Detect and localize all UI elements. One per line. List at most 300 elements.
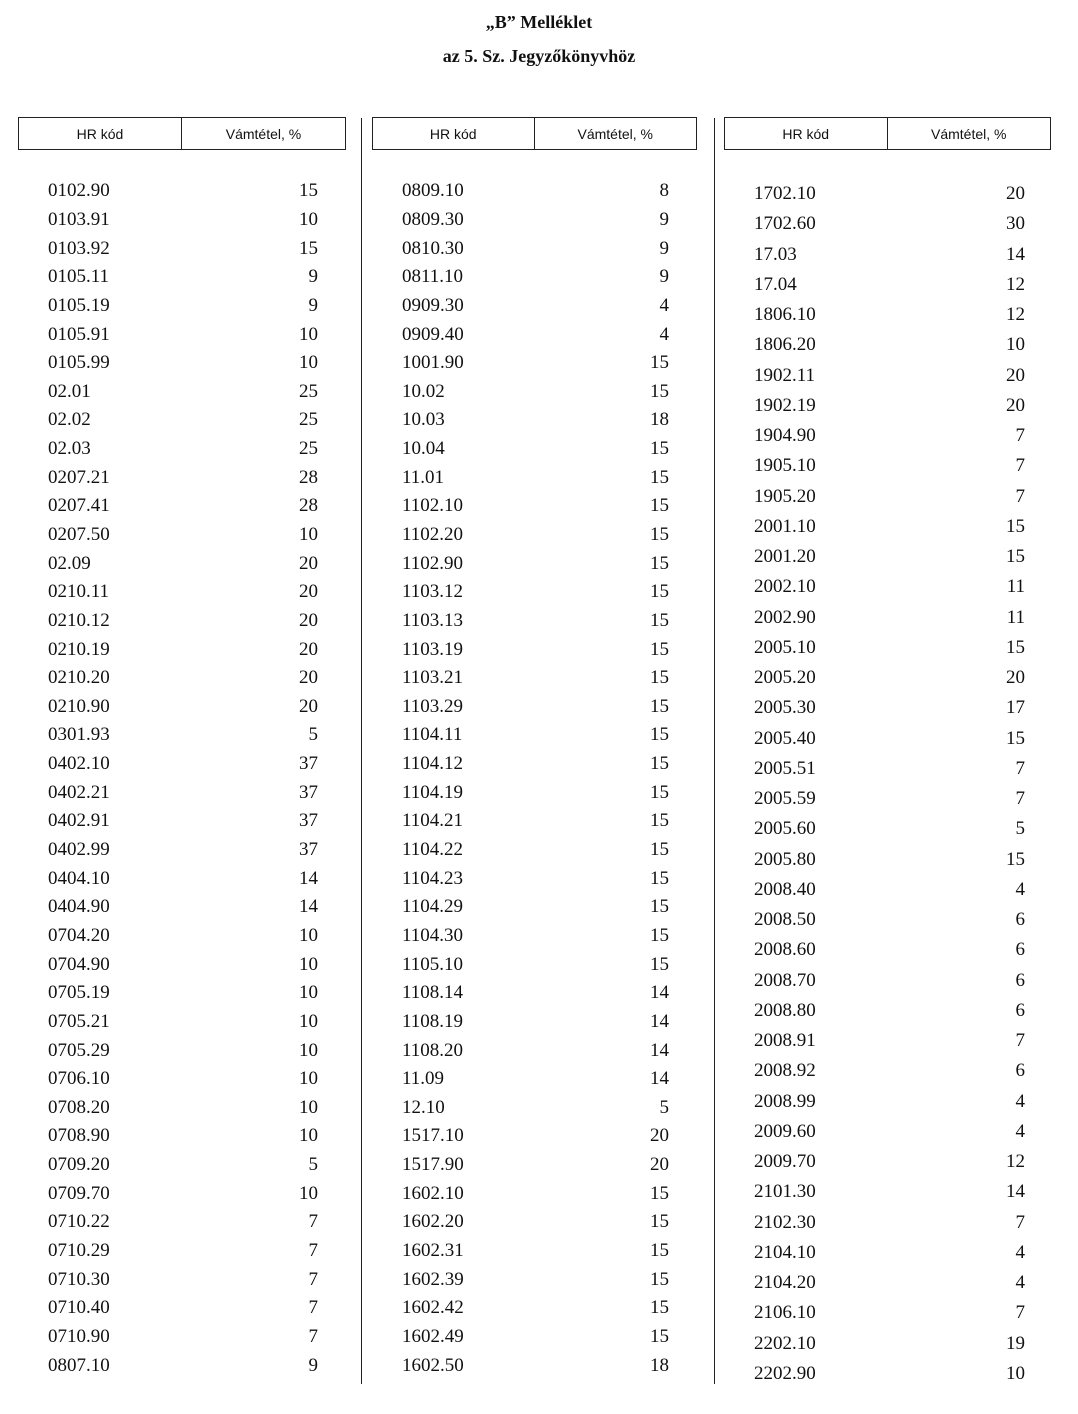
hr-code: 0301.93: [48, 724, 110, 746]
duty-rate: 9: [308, 1354, 318, 1376]
table-row: [18, 635, 346, 664]
table-row: [18, 349, 346, 378]
table-row: [724, 814, 1051, 844]
table-header: [724, 117, 1051, 150]
duty-rate: 8: [659, 180, 669, 202]
duty-rate: 20: [1006, 183, 1025, 205]
duty-rate: 15: [1006, 727, 1025, 749]
table-row: [372, 1323, 697, 1352]
table-row: [18, 463, 346, 492]
hr-code: 1104.30: [402, 924, 464, 946]
table-row: [372, 206, 697, 235]
duty-rate: 7: [1015, 1211, 1025, 1233]
hr-code: 0807.10: [48, 1354, 110, 1376]
hr-code: 0207.21: [48, 466, 110, 488]
table-row: [18, 664, 346, 693]
hr-code: 02.09: [48, 552, 91, 574]
hr-code: 0710.40: [48, 1297, 110, 1319]
table-row: [18, 1008, 346, 1037]
table-row: [372, 320, 697, 349]
hr-code: 1806.10: [754, 304, 816, 326]
hr-code: 2104.20: [754, 1272, 816, 1294]
hr-code: 1517.10: [402, 1125, 464, 1147]
hr-code: 0103.92: [48, 237, 110, 259]
duty-rate: 15: [650, 552, 669, 574]
table-row: [372, 607, 697, 636]
table-row: [18, 406, 346, 435]
table-row: [18, 721, 346, 750]
duty-rate: 15: [650, 839, 669, 861]
hr-code: 1902.11: [754, 364, 816, 386]
hr-code: 2005.10: [754, 636, 816, 658]
table-row: [372, 807, 697, 836]
duty-rate: 14: [650, 982, 669, 1004]
hr-code: 0705.19: [48, 982, 110, 1004]
duty-rate: 14: [650, 1010, 669, 1032]
table-row: [724, 1298, 1051, 1328]
duty-rate: 15: [650, 609, 669, 631]
table-row: [372, 750, 697, 779]
table-row: [724, 1359, 1051, 1389]
duty-rate: 20: [299, 552, 318, 574]
duty-rate: 7: [1015, 1030, 1025, 1052]
table-row: [372, 1122, 697, 1151]
hr-code: 0210.90: [48, 695, 110, 717]
duty-rate: 7: [308, 1325, 318, 1347]
hr-code: 0811.10: [402, 266, 464, 288]
hr-code: 2005.60: [754, 818, 816, 840]
duty-rate: 15: [650, 781, 669, 803]
table-row: [372, 721, 697, 750]
hr-code: 2002.90: [754, 606, 816, 628]
duty-rate: 28: [299, 495, 318, 517]
column-divider: [714, 118, 715, 1384]
duty-rate: 14: [650, 1039, 669, 1061]
table-row: [18, 1094, 346, 1123]
duty-rate: 25: [299, 380, 318, 402]
hr-code: 1103.29: [402, 695, 464, 717]
duty-rate: 7: [308, 1240, 318, 1262]
duty-rate: 10: [299, 1010, 318, 1032]
hr-code: 1602.20: [402, 1211, 464, 1233]
hr-code: 2202.90: [754, 1362, 816, 1384]
hr-code: 1104.21: [402, 810, 464, 832]
hr-code: 1602.49: [402, 1325, 464, 1347]
duty-rate: 15: [650, 1211, 669, 1233]
table-row: [724, 240, 1051, 270]
hr-code: 2008.91: [754, 1030, 816, 1052]
duty-rate: 6: [1015, 1060, 1025, 1082]
hr-code: 17.03: [754, 243, 797, 265]
table-row: [18, 893, 346, 922]
hr-code: 0810.30: [402, 237, 464, 259]
table-row: [18, 549, 346, 578]
table-row: [18, 492, 346, 521]
hr-code: 2009.60: [754, 1120, 816, 1142]
duty-rate: 5: [308, 1154, 318, 1176]
duty-rate: 9: [308, 294, 318, 316]
duty-rate: 6: [1015, 939, 1025, 961]
hr-code: 0210.20: [48, 667, 110, 689]
hr-code: 11.01: [402, 466, 445, 488]
hr-code: 17.04: [754, 273, 797, 295]
table-row: [372, 521, 697, 550]
duty-rate: 4: [1015, 1120, 1025, 1142]
hr-code: 2008.92: [754, 1060, 816, 1082]
hr-code: 2005.20: [754, 667, 816, 689]
table-row: [724, 1177, 1051, 1207]
duty-rate: 37: [299, 753, 318, 775]
table-row: [724, 875, 1051, 905]
hr-code: 2001.20: [754, 546, 816, 568]
duty-rate: 15: [650, 352, 669, 374]
table-row: [372, 492, 697, 521]
duty-rate: 15: [650, 638, 669, 660]
hr-code: 1702.60: [754, 213, 816, 235]
duty-rate: 14: [299, 896, 318, 918]
table-row: [724, 784, 1051, 814]
duty-rate: 25: [299, 409, 318, 431]
duty-rate: 15: [650, 753, 669, 775]
duty-rate: 10: [299, 323, 318, 345]
duty-rate: 10: [299, 524, 318, 545]
duty-rate: 15: [650, 924, 669, 946]
table-row: [724, 391, 1051, 421]
duty-rate: 14: [299, 867, 318, 889]
duty-rate: 12: [1006, 1151, 1025, 1173]
table-row: [18, 750, 346, 779]
table-row: [18, 1036, 346, 1065]
table-row: [724, 270, 1051, 300]
table-row: [18, 292, 346, 321]
table-row: [724, 361, 1051, 391]
table-row: [372, 893, 697, 922]
table-row: [372, 377, 697, 406]
table-row: [724, 754, 1051, 784]
duty-rate: 7: [1015, 757, 1025, 779]
hr-code: 1904.90: [754, 425, 816, 447]
hr-code: 2005.30: [754, 697, 816, 719]
duty-rate: 15: [650, 466, 669, 488]
table-row: [372, 1294, 697, 1323]
duty-rate: 10: [299, 1039, 318, 1061]
hr-code: 0102.90: [48, 180, 110, 202]
table-row: [18, 1351, 346, 1380]
hr-code: 1103.21: [402, 667, 464, 689]
duty-rate: 15: [650, 667, 669, 689]
hr-code: 0909.40: [402, 323, 464, 345]
table-row: [18, 320, 346, 349]
duty-rate: 6: [1015, 999, 1025, 1021]
table-row: [18, 922, 346, 951]
hr-code: 1103.13: [402, 609, 464, 631]
duty-rate: 15: [650, 724, 669, 746]
hr-code: 1104.19: [402, 781, 464, 803]
table-row: [372, 1208, 697, 1237]
hr-code: 10.03: [402, 409, 445, 431]
hr-code: 1108.20: [402, 1039, 464, 1061]
table-row: [372, 664, 697, 693]
table-row: [724, 179, 1051, 209]
duty-rate: 6: [1015, 969, 1025, 991]
table-row: [18, 1122, 346, 1151]
table-row: [372, 263, 697, 292]
duty-rate: 9: [659, 237, 669, 259]
duty-rate: 7: [1015, 455, 1025, 477]
duty-rate: 15: [1006, 636, 1025, 658]
duty-rate: 7: [1015, 788, 1025, 810]
hr-code: 0704.20: [48, 924, 110, 946]
header-duty-rate: Vámtétel, %: [577, 125, 653, 142]
hr-code: 0809.30: [402, 208, 464, 230]
hr-code: 2101.30: [754, 1181, 816, 1203]
hr-code: 2202.10: [754, 1332, 816, 1354]
table-row: [372, 292, 697, 321]
duty-rate: 5: [659, 1096, 669, 1118]
duty-rate: 18: [650, 409, 669, 431]
hr-code: 2001.10: [754, 515, 816, 537]
duty-rate: 7: [1015, 1302, 1025, 1324]
table-row: [372, 1265, 697, 1294]
hr-code: 1905.20: [754, 485, 816, 507]
hr-code: 0105.19: [48, 294, 110, 316]
hr-code: 1105.10: [402, 953, 464, 975]
duty-rate: 15: [1006, 848, 1025, 870]
duty-rate: 14: [1006, 1181, 1025, 1203]
duty-rate: 15: [299, 237, 318, 259]
hr-code: 2008.60: [754, 939, 816, 961]
duty-rate: 11: [1006, 576, 1025, 598]
hr-code: 1602.10: [402, 1182, 464, 1204]
table-row: [18, 1065, 346, 1094]
duty-rate: 20: [650, 1154, 669, 1176]
hr-code: 2106.10: [754, 1302, 816, 1324]
header-hr-code: HR kód: [373, 118, 535, 149]
table-row: [18, 950, 346, 979]
table-row: [724, 421, 1051, 451]
table-row: [724, 663, 1051, 693]
table-row: [372, 922, 697, 951]
hr-code: 0710.90: [48, 1325, 110, 1347]
table-row: [372, 1094, 697, 1123]
table-row: [724, 845, 1051, 875]
table-row: [724, 1026, 1051, 1056]
duty-rate: 17: [1006, 697, 1025, 719]
header-duty-rate: Vámtétel, %: [931, 125, 1007, 142]
hr-code: 10.02: [402, 380, 445, 402]
hr-code: 0105.11: [48, 266, 110, 288]
hr-code: 0710.22: [48, 1211, 110, 1233]
table-row: [18, 177, 346, 206]
duty-rate: 20: [1006, 667, 1025, 689]
hr-code: 1103.12: [402, 581, 464, 603]
hr-code: 1602.50: [402, 1354, 464, 1376]
hr-code: 2104.10: [754, 1241, 816, 1263]
hr-code: 1806.20: [754, 334, 816, 356]
duty-rate: 10: [299, 982, 318, 1004]
table-row: [372, 435, 697, 464]
duty-rate: 15: [650, 581, 669, 603]
hr-code: 1103.19: [402, 638, 464, 660]
table-row: [18, 1208, 346, 1237]
duty-rate: 9: [659, 208, 669, 230]
hr-code: 0709.70: [48, 1182, 110, 1204]
duty-rate: 15: [650, 867, 669, 889]
duty-rate: 37: [299, 810, 318, 832]
table-row: [372, 1008, 697, 1037]
column-divider: [361, 118, 362, 1384]
table-row: [724, 1268, 1051, 1298]
duty-rate: 7: [1015, 485, 1025, 507]
hr-code: 1602.42: [402, 1297, 464, 1319]
hr-code: 02.03: [48, 438, 91, 460]
table-row: [724, 693, 1051, 723]
table-row: [372, 177, 697, 206]
table-row: [18, 1265, 346, 1294]
duty-rate: 10: [299, 953, 318, 975]
hr-code: 2005.40: [754, 727, 816, 749]
hr-code: 0402.21: [48, 781, 110, 803]
hr-code: 2002.10: [754, 576, 816, 598]
duty-rate: 20: [299, 581, 318, 603]
hr-code: 1602.39: [402, 1268, 464, 1290]
hr-code: 0103.91: [48, 208, 110, 230]
hr-code: 1104.23: [402, 867, 464, 889]
table-row: [372, 349, 697, 378]
hr-code: 1102.90: [402, 552, 464, 574]
duty-rate: 7: [1015, 425, 1025, 447]
hr-code: 0105.99: [48, 352, 110, 374]
table-row: [724, 330, 1051, 360]
hr-code: 11.09: [402, 1068, 445, 1090]
table-row: [18, 263, 346, 292]
hr-code: 0708.20: [48, 1096, 110, 1118]
hr-code: 0909.30: [402, 294, 464, 316]
hr-code: 2008.99: [754, 1090, 816, 1112]
table-row: [18, 578, 346, 607]
table-row: [18, 836, 346, 865]
hr-code: 2008.40: [754, 878, 816, 900]
table-row: [372, 578, 697, 607]
duty-rate: 15: [1006, 546, 1025, 568]
duty-rate: 4: [659, 323, 669, 345]
hr-code: 1001.90: [402, 352, 464, 374]
hr-code: 0710.29: [48, 1240, 110, 1262]
duty-rate: 5: [308, 724, 318, 746]
table-row: [724, 482, 1051, 512]
table-row: [372, 778, 697, 807]
hr-code: 1104.29: [402, 896, 464, 918]
hr-code: 0402.10: [48, 753, 110, 775]
hr-code: 2009.70: [754, 1151, 816, 1173]
table-header: [18, 117, 346, 150]
table-row: [724, 633, 1051, 663]
duty-rate: 4: [1015, 1272, 1025, 1294]
duty-rate: 10: [1006, 1362, 1025, 1384]
hr-code: 0705.29: [48, 1039, 110, 1061]
tariff-column-3: [724, 117, 1051, 1384]
hr-code: 2005.59: [754, 788, 816, 810]
hr-code: 0704.90: [48, 953, 110, 975]
duty-rate: 7: [308, 1268, 318, 1290]
duty-rate: 4: [659, 294, 669, 316]
table-row: [724, 603, 1051, 633]
duty-rate: 4: [1015, 878, 1025, 900]
duty-rate: 11: [1006, 606, 1025, 628]
hr-code: 1102.20: [402, 524, 464, 545]
duty-rate: 15: [650, 1268, 669, 1290]
duty-rate: 37: [299, 839, 318, 861]
duty-rate: 20: [650, 1125, 669, 1147]
duty-rate: 20: [299, 695, 318, 717]
hr-code: 1702.10: [754, 183, 816, 205]
hr-code: 0210.12: [48, 609, 110, 631]
table-row: [724, 300, 1051, 330]
table-row: [724, 905, 1051, 935]
hr-code: 2102.30: [754, 1211, 816, 1233]
table-row: [724, 1147, 1051, 1177]
duty-rate: 10: [299, 1125, 318, 1147]
table-row: [18, 1179, 346, 1208]
hr-code: 0105.91: [48, 323, 110, 345]
duty-rate: 5: [1015, 818, 1025, 840]
duty-rate: 15: [650, 1325, 669, 1347]
duty-rate: 15: [650, 524, 669, 545]
hr-code: 1104.11: [402, 724, 463, 746]
hr-code: 12.10: [402, 1096, 445, 1118]
table-row: [724, 1208, 1051, 1238]
duty-rate: 15: [650, 495, 669, 517]
table-row: [18, 864, 346, 893]
hr-code: 1108.14: [402, 982, 464, 1004]
table-row: [724, 1087, 1051, 1117]
duty-rate: 15: [1006, 515, 1025, 537]
duty-rate: 28: [299, 466, 318, 488]
table-row: [724, 1117, 1051, 1147]
table-row: [372, 979, 697, 1008]
duty-rate: 30: [1006, 213, 1025, 235]
table-row: [372, 1237, 697, 1266]
tariff-column-1: [18, 117, 346, 1376]
duty-rate: 10: [299, 1096, 318, 1118]
table-row: [372, 864, 697, 893]
hr-code: 0207.50: [48, 524, 110, 545]
tariff-rows: [18, 177, 346, 1380]
hr-code: 0404.10: [48, 867, 110, 889]
table-row: [372, 1036, 697, 1065]
table-row: [18, 979, 346, 1008]
duty-rate: 9: [659, 266, 669, 288]
duty-rate: 4: [1015, 1241, 1025, 1263]
hr-code: 1104.12: [402, 753, 464, 775]
duty-rate: 15: [299, 180, 318, 202]
header-hr-code: HR kód: [19, 118, 182, 149]
table-row: [724, 935, 1051, 965]
hr-code: 0404.90: [48, 896, 110, 918]
table-row: [18, 1237, 346, 1266]
table-row: [372, 463, 697, 492]
hr-code: 0402.91: [48, 810, 110, 832]
hr-code: 2008.70: [754, 969, 816, 991]
duty-rate: 7: [308, 1297, 318, 1319]
duty-rate: 4: [1015, 1090, 1025, 1112]
header-duty-rate: Vámtétel, %: [225, 125, 302, 142]
table-row: [372, 406, 697, 435]
duty-rate: 20: [1006, 394, 1025, 416]
tariff-rows: [372, 177, 697, 1380]
duty-rate: 25: [299, 438, 318, 460]
table-row: [372, 635, 697, 664]
